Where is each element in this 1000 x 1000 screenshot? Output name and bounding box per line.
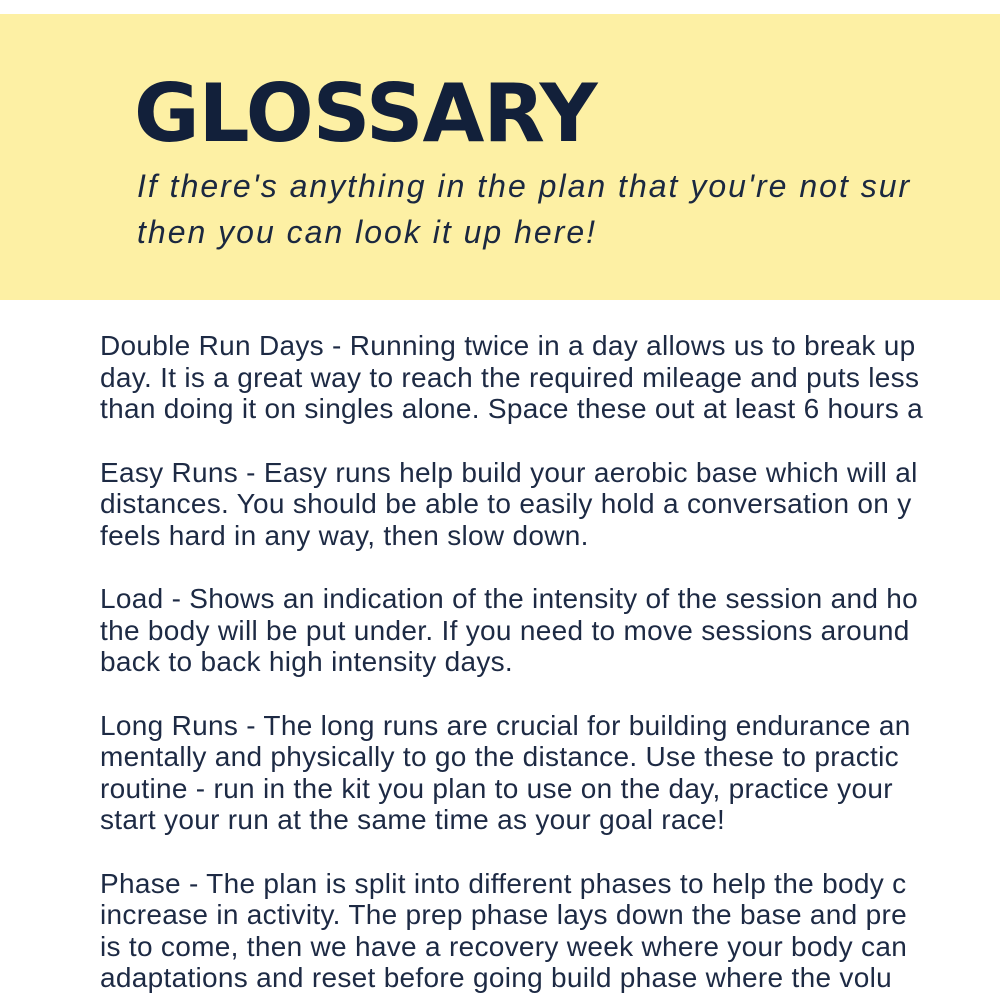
entry-line: feels hard in any way, then slow down.: [100, 519, 589, 551]
entry-line: back to back high intensity days.: [100, 646, 514, 677]
glossary-entry-easy-runs: [100, 457, 1000, 552]
glossary-term: Double Run Days: [100, 330, 324, 361]
entry-definition-start: - The plan is split into different phases to help the body c: [180, 867, 907, 899]
entry-first-line: [100, 583, 1000, 615]
entry-line: mentally and physically to go the distance. Use these to practic: [100, 741, 899, 772]
entry-line: is to come, then we have a recovery week where your body can: [100, 930, 908, 962]
entry-first-line: [100, 457, 1000, 489]
glossary-list: [100, 330, 1000, 1000]
glossary-term: Long Runs: [100, 709, 239, 741]
glossary-term: Phase: [100, 867, 181, 899]
subtitle-line: then you can look it up here!: [137, 214, 598, 250]
entry-line: routine - run in the kit you plan to use on the day, practice your: [100, 772, 893, 804]
entry-line: the body will be put under. If you need to move sessions around: [100, 614, 910, 646]
page-subtitle: [137, 163, 1000, 255]
page-title: GLOSSARY: [134, 67, 597, 160]
entry-line: adaptations and reset before going build phase where the volu: [100, 962, 892, 993]
glossary-term: Easy Runs: [100, 456, 239, 488]
entry-line: start your run at the same time as your goal race!: [100, 804, 726, 835]
entry-definition-start: - Shows an indication of the intensity of the session and ho: [163, 583, 919, 614]
entry-definition-start: - The long runs are crucial for building endurance an: [238, 709, 911, 741]
entry-line: day. It is a great way to reach the required mileage and puts less: [100, 361, 920, 393]
glossary-term: Load: [100, 583, 164, 614]
entry-first-line: [100, 710, 1000, 742]
glossary-entry-long-runs: [100, 710, 1000, 836]
glossary-entry-double-run-days: [100, 330, 1000, 425]
entry-line: distances. You should be able to easily hold a conversation on y: [100, 488, 912, 519]
entry-definition-start: - Running twice in a day allows us to break up: [323, 330, 916, 361]
subtitle-line: If there's anything in the plan that you're not sur: [137, 168, 912, 204]
glossary-entry-phase: [100, 868, 1000, 994]
entry-line: than doing it on singles alone. Space these out at least 6 hours a: [100, 393, 924, 424]
entry-first-line: [100, 330, 1000, 362]
entry-line: increase in activity. The prep phase lays down the base and pre: [100, 899, 908, 930]
entry-first-line: [100, 868, 1000, 900]
glossary-entry-load: [100, 583, 1000, 678]
entry-definition-start: - Easy runs help build your aerobic base which will al: [238, 456, 918, 488]
